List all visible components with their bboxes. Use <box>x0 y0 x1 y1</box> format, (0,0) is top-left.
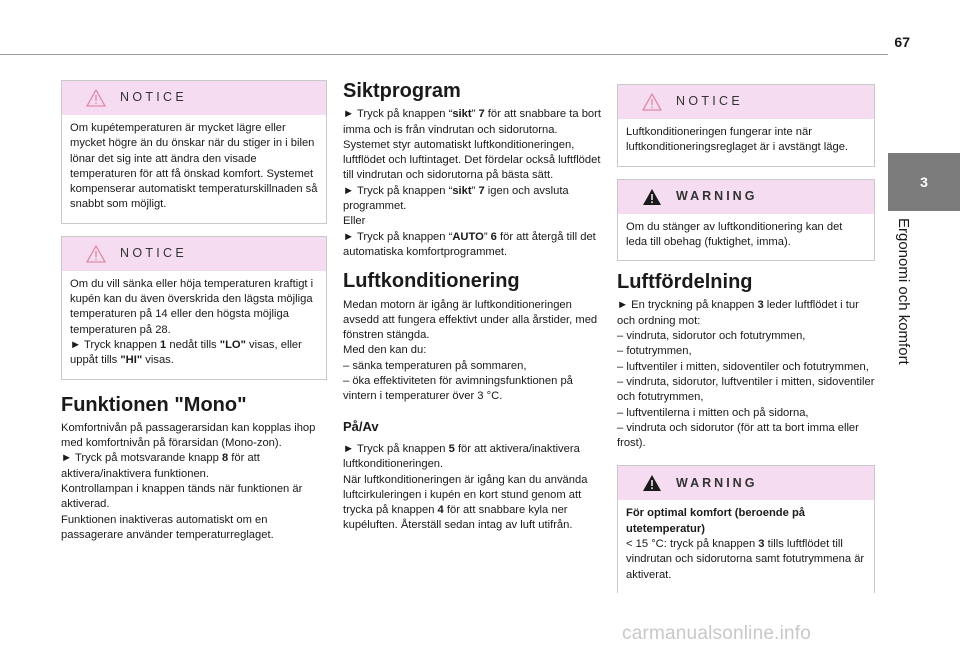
notice-label: NOTICE <box>120 246 188 261</box>
notice-step: ► Tryck knappen 1 nedåt tills "LO" visas, eller uppåt tills "HI" visas. <box>70 338 302 367</box>
fordelning-list-item: – vindruta, sidorutor och fotutrymmen, <box>617 330 806 343</box>
notice-text: Luftkonditioneringen fungerar inte när luftkonditioneringsreglaget är i avstängt läge. <box>626 126 849 154</box>
paav-step: ► Tryck på knappen 5 för att aktivera/inaktivera luftkonditioneringen. <box>343 442 580 471</box>
sikt-step: ► Tryck på knappen “AUTO” 6 för att återgå till det automatiska komfortprogrammet. <box>343 230 596 258</box>
warning-text: < 15 °C: tryck på knappen 3 tills luftflödet till vindrutan och sidorutorna samt fotutrymmena är aktiverat. <box>626 538 865 581</box>
notice-header <box>62 81 326 115</box>
warning-header <box>618 180 874 214</box>
mono-paragraph: Kontrollampan i knappen tänds när funktionen är aktiverad. <box>61 483 303 511</box>
notice-box-3 <box>617 84 875 167</box>
header-rule <box>0 54 888 55</box>
notice-header <box>618 85 874 119</box>
column-1 <box>61 80 327 543</box>
watermark: carmanualsonline.info <box>622 623 812 644</box>
notice-header <box>62 237 326 271</box>
warning-label: WARNING <box>676 475 758 490</box>
ac-list-item: – sänka temperaturen på sommaren, <box>343 359 527 372</box>
sikt-step: ► Tryck på knappen “sikt” 7 igen och avsluta programmet. <box>343 184 569 213</box>
sikt-step: ► Tryck på knappen “sikt” 7 för att snabbare ta bort imma och is från vindrutan och sidorutorna. <box>343 108 601 136</box>
column-2 <box>343 80 601 534</box>
warning-label: WARNING <box>676 188 758 203</box>
warning-text: Om du stänger av luftkonditionering kan det leda till obehag (fuktighet, imma). <box>626 220 843 248</box>
warning-triangle-icon <box>642 188 662 206</box>
notice-text: Om kupétemperaturen är mycket lägre eller mycket högre än du önskar när du stiger in i bilen lönar det sig inte att ändra den visade temperaturen för att få önskad komfort. Systemet kompenserar automatiskt temperaturskillnaden så snabbt som möjligt. <box>70 122 318 211</box>
section-heading-mono: Funktionen "Mono" <box>61 393 247 416</box>
chapter-title: Ergonomi och komfort <box>895 218 912 365</box>
mono-paragraph: Funktionen inaktiveras automatiskt om en passagerare använder temperaturreglaget. <box>61 513 274 541</box>
page-number: 67 <box>894 34 910 50</box>
sikt-paragraph: Eller <box>343 215 366 228</box>
chapter-side-title <box>894 218 916 388</box>
notice-box-1 <box>61 80 327 224</box>
warning-box-2 <box>617 465 875 592</box>
warning-bold-text: För optimal komfort (beroende på utetemperatur) <box>626 507 806 535</box>
warning-header <box>618 466 874 500</box>
ac-paragraph: Medan motorn är igång är luftkonditioneringen avsedd att fungera effektivt under alla årstider, med fönstren stängda. <box>343 298 598 342</box>
paav-paragraph: När luftkonditioneringen är igång kan du använda luftcirkuleringen i kupén en kort stund genom att trycka på knappen 4 för att snabbare kyla ner kupéluften. Återställ sedan intag av luft utifrån. <box>343 473 588 532</box>
section-heading-ac: Luftkonditionering <box>343 270 520 293</box>
section-heading-paav: På/Av <box>343 418 379 434</box>
fordelning-step: ► En tryckning på knappen 3 leder luftflödet i tur och ordning mot: <box>617 299 859 327</box>
notice-text: Om du vill sänka eller höja temperaturen kraftigt i kupén kan du även överskrida den lägsta möjliga temperaturen på 14 eller den högsta möjliga temperaturen på 28. <box>70 277 314 336</box>
chapter-tab[interactable]: 3 <box>888 153 960 211</box>
ac-list-item: – öka effektiviteten för avimningsfunktionen på vintern i temperaturer över 3 °C. <box>343 375 573 403</box>
notice-triangle-icon <box>642 93 662 111</box>
fordelning-list-item: – fotutrymmen, <box>617 345 692 358</box>
section-heading-sikt: Siktprogram <box>343 80 461 102</box>
sikt-paragraph: Systemet styr automatiskt luftkonditioneringen, luftflödet och luftintaget. Det fördelar också luftflödet till vindrutan och sidorutorna på bästa sätt. <box>343 138 601 182</box>
mono-paragraph: Komfortnivån på passagerarsidan kan kopplas ihop med komfortnivån på förarsidan (Mono-zon). <box>61 421 316 450</box>
notice-label: NOTICE <box>676 94 744 109</box>
fordelning-list-item: – vindruta och sidorutor (för att ta bort imma eller frost). <box>617 421 859 450</box>
warning-box-1 <box>617 179 875 262</box>
notice-triangle-icon <box>86 89 106 107</box>
ac-paragraph: Med den kan du: <box>343 344 427 357</box>
mono-step: ► Tryck på motsvarande knapp 8 för att aktivera/inaktivera funktionen. <box>61 452 260 480</box>
fordelning-list-item: – vindruta, sidorutor, luftventiler i mitten, sidoventiler och fotutrymmen, <box>617 375 875 404</box>
warning-triangle-icon <box>642 474 662 492</box>
notice-label: NOTICE <box>120 90 188 105</box>
column-3 <box>617 80 875 593</box>
fordelning-list-item: – luftventilerna i mitten och på sidorna, <box>617 406 809 419</box>
notice-box-2 <box>61 236 327 380</box>
section-heading-fordelning: Luftfördelning <box>617 271 753 294</box>
fordelning-list-item: – luftventiler i mitten, sidoventiler och fotutrymmen, <box>617 360 869 373</box>
notice-triangle-icon <box>86 245 106 263</box>
